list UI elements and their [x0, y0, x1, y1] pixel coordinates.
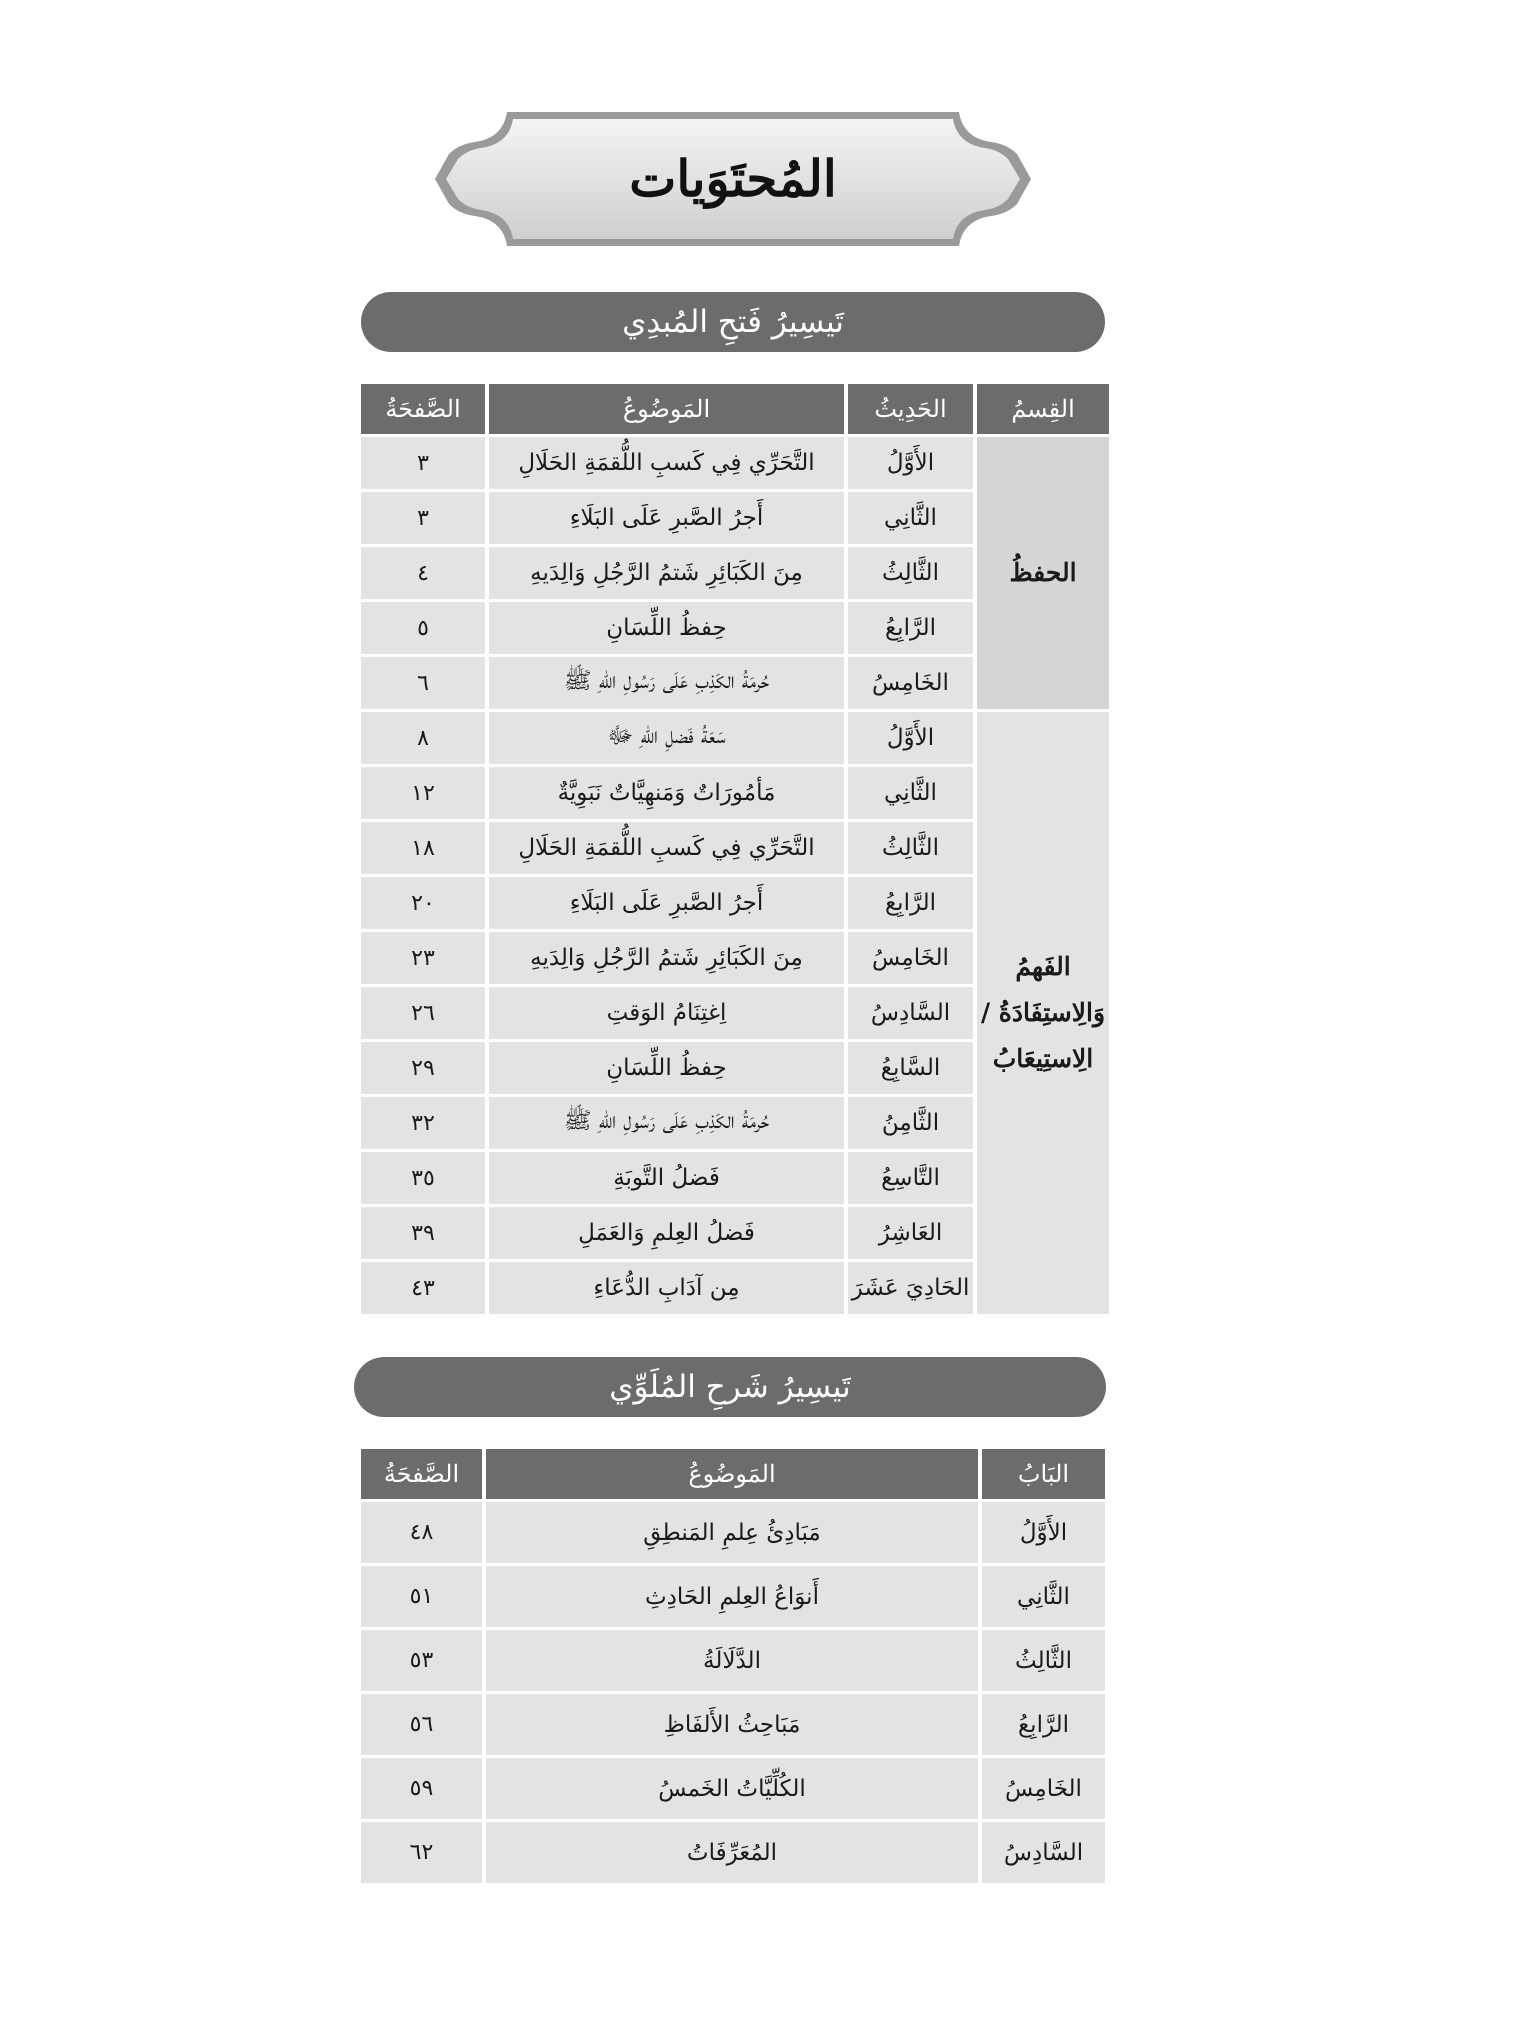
table-row	[361, 1630, 1105, 1691]
table-row	[361, 1822, 1105, 1883]
page-number-cell: ٤٨	[361, 1502, 482, 1563]
topic-cell: اِغتِنَامُ الوَقتِ	[489, 987, 844, 1039]
page-number-cell: ٢٩	[361, 1042, 485, 1094]
topic-cell: مَأمُورَاتٌ وَمَنهِيَّاتٌ نَبَوِيَّةٌ	[489, 767, 844, 819]
page-number-cell: ٣	[361, 492, 485, 544]
page-number-cell: ٥١	[361, 1566, 482, 1627]
book1-table-body	[361, 437, 1109, 1314]
hadith-number-cell: الثَّالِثُ	[848, 822, 973, 874]
page-title: المُحتَوَيات	[629, 149, 837, 208]
book1-contents-table	[357, 381, 1113, 1317]
book1-header: تَيسِيرُ فَتحِ المُبدِي	[361, 292, 1105, 352]
page-number-cell: ٣	[361, 437, 485, 489]
topic-cell: فَضلُ العِلمِ وَالعَمَلِ	[489, 1207, 844, 1259]
hadith-number-cell: الرَّابِعُ	[848, 602, 973, 654]
table-header-row	[361, 1449, 1105, 1499]
hadith-number-cell: الرَّابِعُ	[848, 877, 973, 929]
page-number-cell: ٤٣	[361, 1262, 485, 1314]
chapter-number-cell: الثَّالِثُ	[982, 1630, 1105, 1691]
column-header-topic: المَوضُوعُ	[486, 1449, 978, 1499]
hadith-number-cell: الثَّامِنُ	[848, 1097, 973, 1149]
page-number-cell: ٢٠	[361, 877, 485, 929]
topic-cell: مَبَاحِثُ الأَلفَاظِ	[486, 1694, 978, 1755]
hadith-number-cell: السَّابِعُ	[848, 1042, 973, 1094]
column-header-page: الصَّفحَةُ	[361, 1449, 482, 1499]
table-header-row	[361, 384, 1109, 434]
page-number-cell: ٤	[361, 547, 485, 599]
topic-cell: مِنَ الكَبَائِرِ شَتمُ الرَّجُلِ وَالِدَيهِ	[489, 547, 844, 599]
column-header-page: الصَّفحَةُ	[361, 384, 485, 434]
page-number-cell: ٥٩	[361, 1758, 482, 1819]
topic-cell: التَّحَرِّي فِي كَسبِ اللُّقمَةِ الحَلَالِ	[489, 822, 844, 874]
page-number-cell: ٣٢	[361, 1097, 485, 1149]
page-number-cell: ٥	[361, 602, 485, 654]
hadith-number-cell: الأَوَّلُ	[848, 437, 973, 489]
topic-cell: مِن آدَابِ الدُّعَاءِ	[489, 1262, 844, 1314]
topic-cell: حُرمَةُ الكَذِبِ عَلَى رَسُولِ اللهِ ﷺ	[489, 657, 844, 709]
page-number-cell: ١٢	[361, 767, 485, 819]
book2-contents-table	[357, 1446, 1109, 1886]
hadith-number-cell: الخَامِسُ	[848, 932, 973, 984]
topic-cell: التَّحَرِّي فِي كَسبِ اللُّقمَةِ الحَلَالِ	[489, 437, 844, 489]
table-row	[361, 1566, 1105, 1627]
chapter-number-cell: الأَوَّلُ	[982, 1502, 1105, 1563]
page-number-cell: ٢٣	[361, 932, 485, 984]
table-row	[361, 1502, 1105, 1563]
topic-cell: سَعَةُ فَضلِ اللهِ ﷻ	[489, 712, 844, 764]
topic-cell: الكُلِّيَّاتُ الخَمسُ	[486, 1758, 978, 1819]
section-name-cell: الفَهمُ وَالِاستِفَادَةُ / الِاستِيعَابُ	[977, 712, 1109, 1314]
topic-cell: أَجرُ الصَّبرِ عَلَى البَلَاءِ	[489, 492, 844, 544]
table-row	[361, 1694, 1105, 1755]
chapter-number-cell: الرَّابِعُ	[982, 1694, 1105, 1755]
column-header-chapter: البَابُ	[982, 1449, 1105, 1499]
topic-cell: فَضلُ التَّوبَةِ	[489, 1152, 844, 1204]
column-header-hadith: الحَدِيثُ	[848, 384, 973, 434]
topic-cell: حُرمَةُ الكَذِبِ عَلَى رَسُولِ اللهِ ﷺ	[489, 1097, 844, 1149]
page-number-cell: ٨	[361, 712, 485, 764]
topic-cell: الدَّلَالَةُ	[486, 1630, 978, 1691]
section-name-cell: الحفظُ	[977, 437, 1109, 709]
hadith-number-cell: الخَامِسُ	[848, 657, 973, 709]
hadith-number-cell: الحَادِيَ عَشَرَ	[848, 1262, 973, 1314]
topic-cell: مَبَادِئُ عِلمِ المَنطِقِ	[486, 1502, 978, 1563]
table-row	[361, 712, 1109, 764]
topic-cell: حِفظُ اللِّسَانِ	[489, 1042, 844, 1094]
topic-cell: أَجرُ الصَّبرِ عَلَى البَلَاءِ	[489, 877, 844, 929]
hadith-number-cell: الأَوَّلُ	[848, 712, 973, 764]
topic-cell: حِفظُ اللِّسَانِ	[489, 602, 844, 654]
table-row	[361, 437, 1109, 489]
page-number-cell: ١٨	[361, 822, 485, 874]
chapter-number-cell: السَّادِسُ	[982, 1822, 1105, 1883]
page-number-cell: ٣٩	[361, 1207, 485, 1259]
page-number-cell: ٥٣	[361, 1630, 482, 1691]
title-ornament-frame	[431, 108, 1035, 250]
topic-cell: المُعَرِّفَاتُ	[486, 1822, 978, 1883]
hadith-number-cell: السَّادِسُ	[848, 987, 973, 1039]
page-number-cell: ٣٥	[361, 1152, 485, 1204]
hadith-number-cell: التَّاسِعُ	[848, 1152, 973, 1204]
chapter-number-cell: الخَامِسُ	[982, 1758, 1105, 1819]
column-header-topic: المَوضُوعُ	[489, 384, 844, 434]
topic-cell: مِنَ الكَبَائِرِ شَتمُ الرَّجُلِ وَالِدَيهِ	[489, 932, 844, 984]
book2-table-body	[361, 1502, 1105, 1883]
hadith-number-cell: الثَّانِي	[848, 767, 973, 819]
page-number-cell: ٢٦	[361, 987, 485, 1039]
book2-header: تَيسِيرُ شَرحِ المُلَوِّي	[354, 1357, 1106, 1417]
page-number-cell: ٥٦	[361, 1694, 482, 1755]
topic-cell: أَنوَاعُ العِلمِ الحَادِثِ	[486, 1566, 978, 1627]
hadith-number-cell: العَاشِرُ	[848, 1207, 973, 1259]
hadith-number-cell: الثَّالِثُ	[848, 547, 973, 599]
column-header-section: القِسمُ	[977, 384, 1109, 434]
table-row	[361, 1758, 1105, 1819]
chapter-number-cell: الثَّانِي	[982, 1566, 1105, 1627]
page-number-cell: ٦٢	[361, 1822, 482, 1883]
hadith-number-cell: الثَّانِي	[848, 492, 973, 544]
page-number-cell: ٦	[361, 657, 485, 709]
